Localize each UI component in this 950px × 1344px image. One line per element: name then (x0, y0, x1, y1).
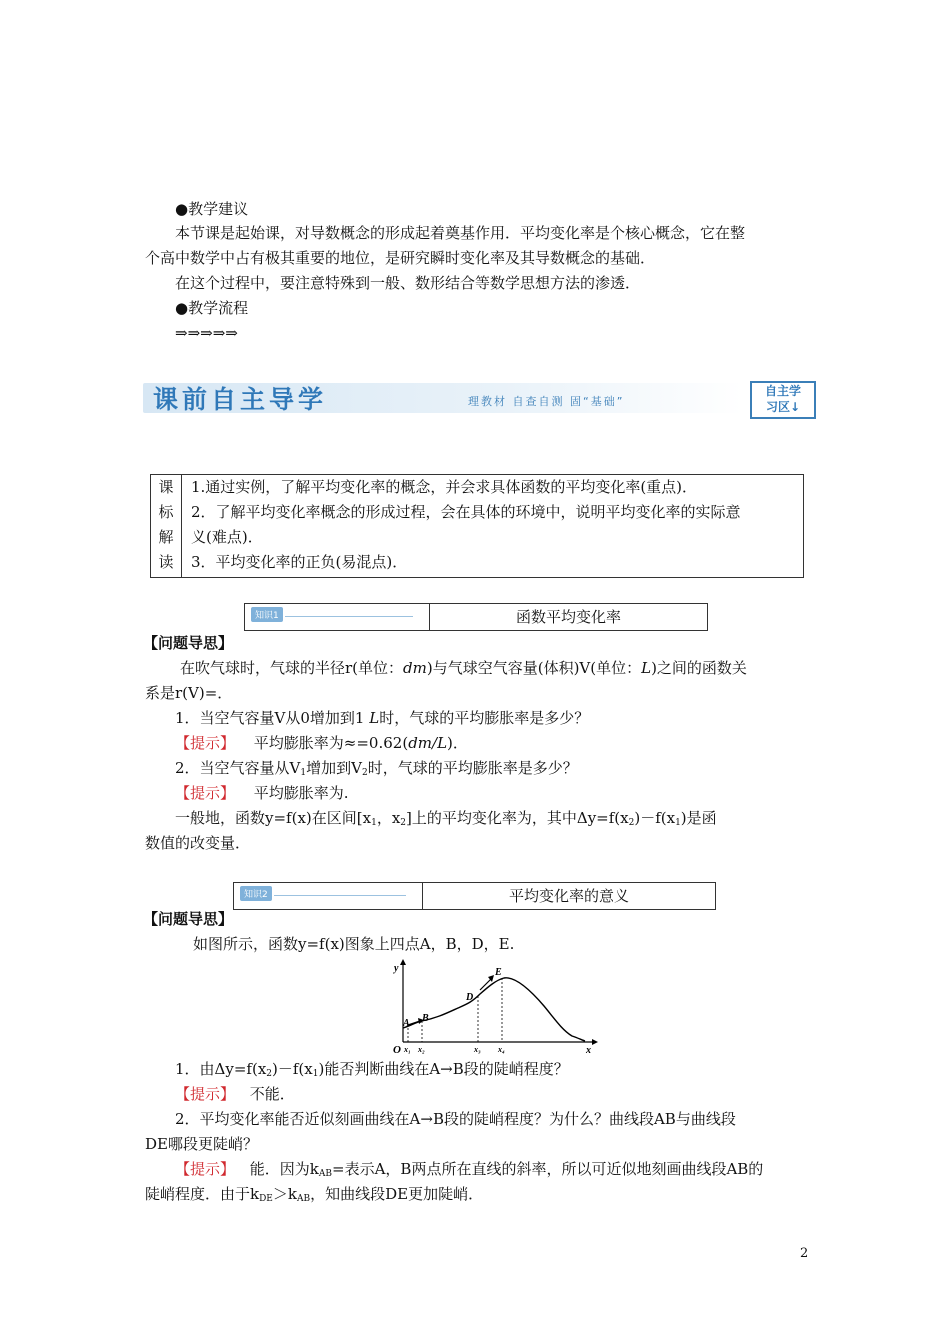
y-label: y (394, 963, 399, 974)
section-1-intro-line-2: 系是r(V)=． (145, 684, 233, 702)
a1-text: 不能． (249, 1085, 295, 1103)
def-a: 一般地，函数y=f(x)在区间[x (175, 809, 372, 827)
label-char: 解 (158, 528, 174, 546)
standard-item-3: 3．平均变化率的正负(易混点)． (191, 553, 408, 571)
subscript: 2 (400, 818, 407, 828)
def-c: ]上的平均变化率为，其中Δy=f(x (406, 809, 629, 827)
standards-table (150, 474, 804, 578)
section-1-guide-heading: 【问题导思】 (143, 634, 234, 652)
section-2-answer-1 (175, 1083, 295, 1105)
function-curve (403, 978, 585, 1041)
subscript: 2 (361, 768, 368, 778)
q2-text-b: 增加到V (306, 759, 362, 777)
subscript: 1 (675, 818, 681, 828)
section-2-question-2-line-2: DE哪段更陡峭？ (145, 1135, 258, 1153)
q1-text-a: 1．由Δy=f(x (175, 1060, 267, 1078)
a2-l2-text-a: 陡峭程度．由于k (145, 1185, 260, 1203)
section-2-guide-heading: 【问题导思】 (143, 910, 234, 928)
standard-item-1: 1.通过实例，了解平均变化率的概念，并会求具体函数的平均变化率(重点)． (191, 478, 698, 496)
banner-title: 课前自主导学 (153, 385, 328, 414)
section-1-answer-2 (175, 782, 349, 804)
standards-label (151, 475, 182, 577)
subscript: 1 (371, 818, 377, 828)
section-1-tag (245, 604, 430, 630)
q2-text-a: 2．当空气容量从V (175, 759, 301, 777)
x4-tick-label: x₄ (498, 1045, 505, 1054)
section-2-intro: 如图所示，函数y=f(x)图象上四点A，B，D，E. (193, 935, 515, 953)
x3-tick-label: x₃ (474, 1045, 481, 1054)
subscript: AB (318, 1169, 333, 1179)
subscript: 1 (300, 768, 307, 778)
teaching-suggestion-heading: ●教学建议 (175, 200, 249, 218)
teaching-flow-heading: ●教学流程 (175, 299, 249, 317)
section-2-answer-2-line-1 (175, 1158, 763, 1185)
section-2-answer-2-line-2 (145, 1183, 483, 1210)
teaching-paragraph-2: 在这个过程中，要注意特殊到一般、数形结合等数学思想方法的渗透． (175, 274, 641, 292)
q1-text-b: 时，气球的平均膨胀率是多少？ (379, 709, 590, 727)
section-1-question-1 (175, 707, 589, 729)
teaching-paragraph-1-line-1: 本节课是起始课，对导数概念的形成起着奠基作用．平均变化率是个核心概念，它在整 (175, 224, 746, 242)
teaching-paragraph-1-line-2: 个高中数学中占有极其重要的地位，是研究瞬时变化率及其导数概念的基础． (145, 249, 656, 267)
section-1-question-2 (175, 757, 578, 784)
x-axis-arrow (592, 1039, 598, 1045)
point-A-label: A (403, 1018, 410, 1029)
x1-tick-label: x₁ (404, 1045, 411, 1054)
section-1-definition-line-1 (175, 807, 717, 834)
section-banner (143, 377, 815, 419)
banner-subtitle: 理教材 自查自测 固“基础” (468, 395, 625, 408)
a1-text-b: )． (447, 734, 468, 752)
page-number: 2 (800, 1246, 809, 1261)
hint-label: 【提示】 (175, 1160, 236, 1178)
knowledge-1-tag: 知识1 (251, 607, 283, 622)
section-1-answer-1 (175, 732, 468, 754)
badge-line-1: 自主学 (764, 384, 801, 398)
q2-text-c: 时，气球的平均膨胀率是多少？ (367, 759, 578, 777)
y-axis-arrow (400, 959, 406, 965)
badge-line-2: 习区↓ (765, 400, 801, 414)
subscript: AB (296, 1194, 311, 1204)
function-graph (392, 958, 598, 1054)
section-1-intro-line-1 (180, 657, 747, 679)
self-study-area-badge (750, 381, 816, 419)
unit-dm-per-L: dm/L (408, 734, 448, 752)
label-char: 课 (158, 478, 174, 496)
unit-L: L (369, 709, 380, 727)
section-1-title: 函数平均变化率 (515, 608, 621, 626)
q1-text-b: )－f(x (272, 1060, 313, 1078)
a2-text: 平均膨胀率为. (253, 784, 349, 802)
section-1-definition-line-2: 数值的改变量． (145, 834, 251, 852)
standard-item-2-line-2: 义(难点)． (191, 528, 263, 546)
a2-text-a: 能．因为k (249, 1160, 319, 1178)
subscript: 1 (312, 1069, 319, 1079)
intro-text-c: )之间的函数关 (651, 659, 747, 677)
hint-label: 【提示】 (175, 734, 236, 752)
point-E-label: E (495, 967, 502, 978)
def-b: ，x (376, 809, 401, 827)
point-B-label: B (422, 1013, 429, 1024)
label-char: 读 (158, 553, 174, 571)
intro-text-a: 在吹气球时，气球的半径r(单位： (180, 659, 404, 677)
intro-text-b: )与气球空气容量(体积)V(单位： (426, 659, 642, 677)
hint-label: 【提示】 (175, 1085, 236, 1103)
a1-text-a: 平均膨胀率为≈=0.62( (253, 734, 409, 752)
section-2-question-2-line-1: 2．平均变化率能否近似刻画曲线在A→B段的陡峭程度？为什么？曲线段AB与曲线段 (175, 1110, 736, 1128)
a2-l2-text-b: ＞k (272, 1185, 297, 1203)
origin-label: O (393, 1044, 401, 1054)
section-2-tag (234, 883, 423, 909)
knowledge-2-tag: 知识2 (240, 886, 272, 901)
section-1-header (244, 603, 708, 631)
q1-text-c: )能否判断曲线在A→B段的陡峭程度？ (318, 1060, 569, 1078)
a2-text-b: =表示A，B两点所在直线的斜率，所以可近似地刻画曲线段AB的 (332, 1160, 764, 1178)
x2-tick-label: x₂ (418, 1045, 425, 1054)
def-d: )－f(x (634, 809, 676, 827)
x-label: x (586, 1045, 591, 1054)
tag-arrow-line (285, 616, 413, 617)
d-to-e-arrow (480, 979, 491, 990)
section-2-header (233, 882, 716, 910)
q1-text-a: 1．当空气容量V从0增加到1 (175, 709, 370, 727)
tag-arrow-line (274, 895, 406, 896)
unit-dm: dm (403, 659, 427, 677)
subscript: 2 (628, 818, 635, 828)
standard-item-2-line-1: 2．了解平均变化率概念的形成过程，会在具体的环境中，说明平均变化率的实际意 (191, 503, 741, 521)
hint-label: 【提示】 (175, 784, 236, 802)
section-2-question-1 (175, 1058, 569, 1085)
section-2-title: 平均变化率的意义 (508, 887, 629, 905)
a2-l2-text-c: ，知曲线段DE更加陡峭． (310, 1185, 484, 1203)
label-char: 标 (158, 503, 174, 521)
unit-L: L (641, 659, 652, 677)
subscript: DE (259, 1194, 273, 1204)
teaching-flow-arrows: ⇒⇒⇒⇒⇒ (175, 324, 238, 342)
subscript: 2 (266, 1069, 273, 1079)
point-D-label: D (466, 992, 474, 1003)
def-e: )是函 (680, 809, 717, 827)
